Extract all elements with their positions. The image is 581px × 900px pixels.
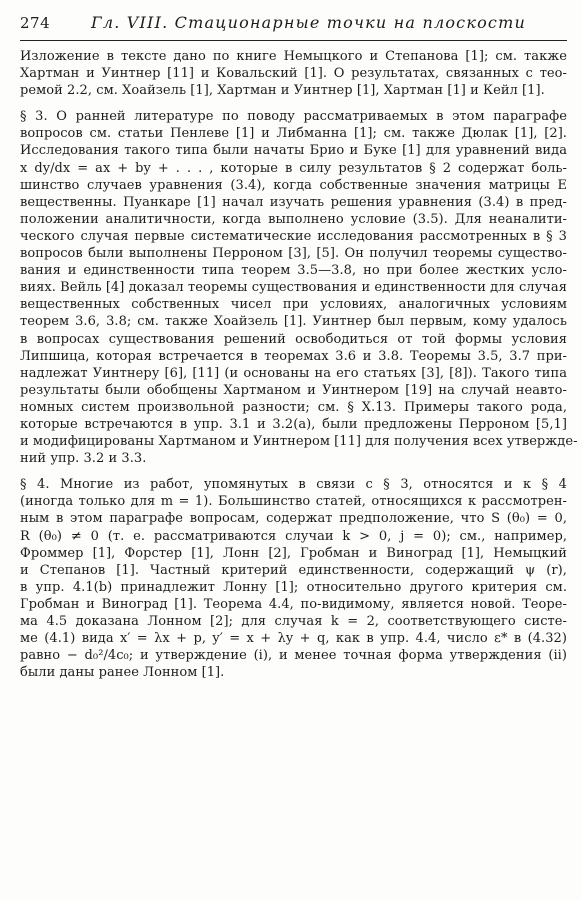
- text-line: ческого случая первые систематические исследования рассмотренных в § 3: [20, 228, 567, 244]
- text-line: виях. Вейль [4] доказал теоремы существования и единственности для случая: [20, 280, 567, 296]
- text-line: вопросов были выполнены Перроном [3], [5]. Он получил теоремы существо-: [20, 246, 567, 262]
- text-line: Фроммер [1], Форстер [1], Лонн [2], Гробман и Виноград [1], Немыцкий: [20, 545, 567, 561]
- running-title: Гл. VIII. Стационарные точки на плоскости: [91, 13, 526, 32]
- text-line: Гробман и Виноград [1]. Теорема 4.4, по-видимому, является новой. Теоре-: [20, 596, 567, 612]
- paragraph-gap: [20, 467, 567, 476]
- header-rule: [20, 40, 567, 41]
- text-line: Изложение в тексте дано по книге Немыцкого и Степанова [1]; см. также: [20, 49, 567, 64]
- text-line: вания и единственности типа теорем 3.5—3.8, но при более жестких усло-: [20, 263, 567, 279]
- text-line: в вопросах существования решений освободиться от той формы условия: [20, 331, 567, 347]
- text-line: номных систем произвольной разности; см. § X.13. Примеры такого рода,: [20, 399, 567, 415]
- text-line: теорем 3.6, 3.8; см. также Хоайзель [1]. Уинтнер был первым, кому удалось: [20, 314, 567, 330]
- text-line: ний упр. 3.2 и 3.3.: [20, 451, 147, 467]
- text-line: (иногда только для m = 1). Большинство статей, относящихся к рассмотрен-: [20, 494, 567, 510]
- text-line: шинство случаев уравнения (3.4), когда собственные значения матрицы E: [20, 177, 567, 193]
- text-line: § 4. Многие из работ, упомянутых в связи с § 3, относятся и к § 4: [20, 477, 567, 493]
- text-line: § 3. О ранней литературе по поводу рассматриваемых в этом параграфе: [20, 109, 567, 125]
- page-number: 274: [20, 14, 51, 32]
- text-line: вещественных собственных чисел при условиях, аналогичных условиям: [20, 297, 567, 313]
- text-line: положении аналитичности, когда выполнено условие (3.5). Для неаналити-: [20, 211, 567, 227]
- text-line: и модифицированы Хартманом и Уинтнером [11] для получения всех утвержде-: [20, 434, 578, 450]
- paragraph-gap: [20, 99, 567, 108]
- text-line: Хартман и Уинтнер [11] и Ковальский [1]. О результатах, связанных с тео-: [20, 66, 567, 82]
- page-body: [20, 48, 578, 681]
- text-line: и Степанов [1]. Частный критерий единственности, содержащий ψ (r),: [20, 562, 567, 578]
- text-line: были даны ранее Лонном [1].: [20, 665, 225, 681]
- text-line: ремой 2.2, см. Хоайзель [1], Хартман и Уинтнер [1], Хартман [1] и Кейл [1].: [20, 83, 545, 99]
- text-line: равно − d₀²/4c₀; и утверждение (i), и менее точная форма утверждения (ii): [20, 648, 567, 664]
- text-line: R (θ₀) ≠ 0 (т. е. рассматриваются случаи k > 0, j = 0); см., например,: [20, 528, 567, 544]
- text-line: которые встречаются в упр. 3.1 и 3.2(a), были предложены Перроном [5,1]: [20, 416, 567, 432]
- paragraph: [20, 48, 567, 99]
- page-header: [20, 10, 567, 38]
- text-line: надлежат Уинтнеру [6], [11] (и основаны на его статьях [3], [8]). Такого типа: [20, 365, 567, 381]
- text-line: результаты были обобщены Хартманом и Уинтнером [19] на случай неавто-: [20, 382, 567, 398]
- text-line: в упр. 4.1(b) принадлежит Лонну [1]; относительно другого критерия см.: [20, 579, 567, 595]
- text-line: вещественны. Пуанкаре [1] начал изучать решения уравнения (3.4) в пред-: [20, 194, 567, 210]
- text-line: ма 4.5 доказана Лонном [2]; для случая k = 2, соответствующего систе-: [20, 614, 567, 629]
- paragraph: [20, 476, 567, 681]
- paragraph: [20, 108, 578, 467]
- text-line: Липшица, которая встречается в теоремах 3.6 и 3.8. Теоремы 3.5, 3.7 при-: [20, 348, 567, 364]
- text-line: ным в этом параграфе вопросам, содержат предположение, что S (θ₀) = 0,: [20, 511, 567, 527]
- text-line: ме (4.1) вида x′ = λx + p, y′ = x + λy + q, как в упр. 4.4, число ε* в (4.32): [20, 631, 567, 647]
- text-line: x dy/dx = ax + by + . . . , которые в силу результатов § 2 содержат боль-: [20, 160, 567, 176]
- text-line: вопросов см. статьи Пенлеве [1] и Либманна [1]; см. также Дюлак [1], [2].: [20, 126, 567, 142]
- text-line: Исследования такого типа были начаты Брио и Буке [1] для уравнений вида: [20, 143, 567, 159]
